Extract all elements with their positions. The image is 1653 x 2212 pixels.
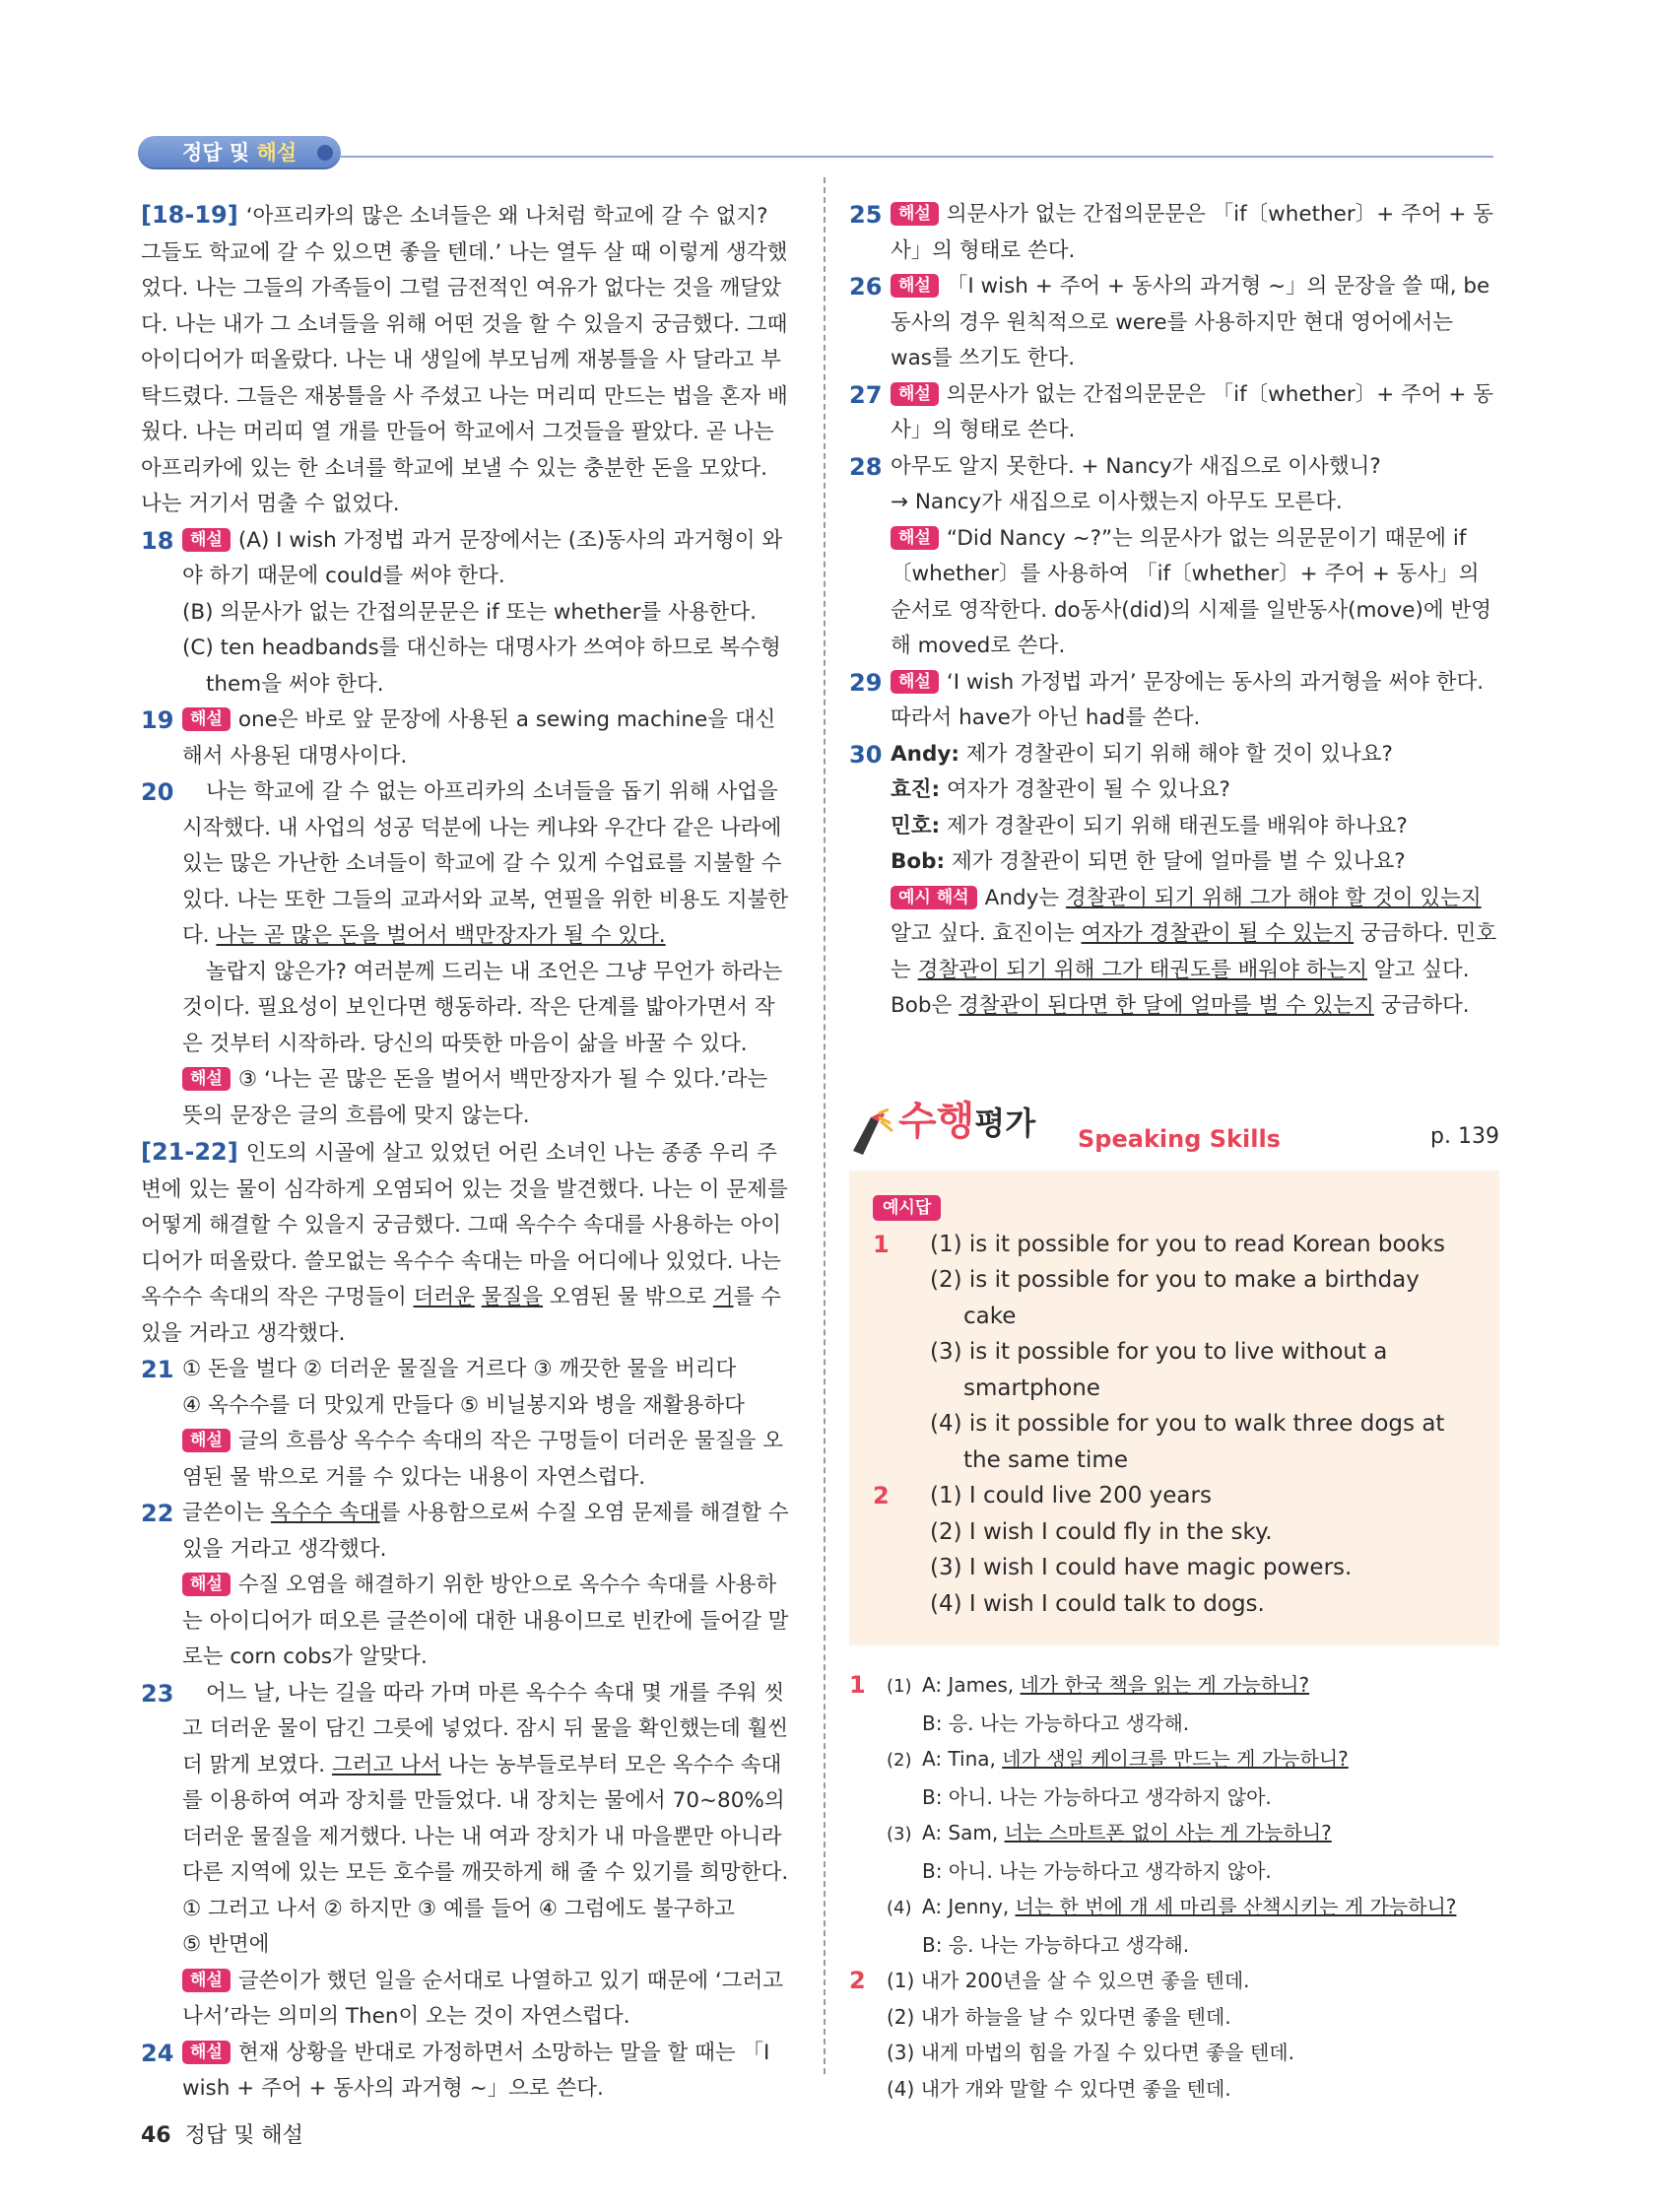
question-number: 23 <box>141 1679 174 1708</box>
explanation-tag: 해설 <box>182 707 231 731</box>
megaphone-icon <box>849 1107 894 1159</box>
skills-subtitle: Speaking Skills <box>1078 1124 1281 1153</box>
answer-text: 글쓴이는 <box>182 1501 271 1525</box>
sample-answer-1 <box>873 1227 1476 1479</box>
answer-line: (2) I wish I could fly in the sky. <box>930 1518 1273 1545</box>
answer-line: (4) is it possible for you to walk three dogs at the same time <box>930 1411 1445 1473</box>
question-number: 26 <box>849 273 883 301</box>
sample-answer-2 <box>873 1478 1476 1622</box>
translation-line: (2) 내가 하늘을 날 수 있다면 좋을 텐데. <box>887 2004 1231 2029</box>
column-divider <box>824 177 826 2074</box>
speaker: 민호: <box>891 813 941 838</box>
underlined-word: 그러고 나서 <box>331 1752 441 1777</box>
question-number: 22 <box>141 1500 174 1527</box>
answer-text: ‘아프리카의 많은 소녀들은 왜 나처럼 학교에 갈 수 없지? 그들도 학교에 갈 수 있으면 좋을 텐데.’ 나는 열두 살 때 이렇게 생각했었다. 나는 그들의 가족들이 그럴 금전적인 여유가 없다는 것을 깨달았다. 나는 내가 그 소녀들을 위해 어떤 것을 할 수 있을지 궁금했다. 그때 아이디어가 떠올랐다. 나는 내 생일에 부모님께 재봉틀을 사 달라고 부탁드렸다. 그들은 재봉틀을 사 주셨고 나는 머리띠 만드는 법을 혼자 배웠다. 나는 머리띠 열 개를 만들어 학교에서 그것들을 팔았다. 곧 나는 아프리카에 있는 한 소녀를 학교에 보낼 수 있는 충분한 돈을 모았다. 나는 거기서 멈출 수 없었다. <box>141 204 788 516</box>
answer-line: (1) I could live 200 years <box>930 1483 1212 1508</box>
underlined-phrase: 네가 한국 책을 읽는 게 가능하니? <box>1020 1673 1310 1697</box>
line-text: 여자가 경찰관이 될 수 있나요? <box>940 777 1230 802</box>
answer-line: (3) I wish I could have magic powers. <box>930 1555 1353 1580</box>
dialogue-b: B: 아니. 나는 가능하다고 생각하지 않아. <box>922 1858 1272 1883</box>
options-line: ④ 옥수수를 더 맛있게 만들다 ⑤ 비닐봉지와 병을 재활용하다 <box>182 1392 745 1418</box>
explanation-c: (C) ten headbands를 대신하는 대명사가 쓰여야 하므로 복수형 them을 써야 한다. <box>182 636 781 697</box>
explanation-text: ③ ‘나는 곧 많은 돈을 벌어서 백만장자가 될 수 있다.’라는 뜻의 문장은 글의 흐름에 맞지 않는다. <box>182 1067 768 1128</box>
item-number: (1) <box>887 1676 912 1697</box>
underlined-phrase: 너는 한 번에 개 세 마리를 산책시키는 게 가능하니? <box>1015 1895 1457 1918</box>
explanation-tag: 해설 <box>891 670 939 694</box>
answer-text: 궁금하다. <box>1373 993 1470 1018</box>
translation-line: (4) 내가 개와 말할 수 있다면 좋을 텐데. <box>887 2076 1231 2101</box>
explanation-tag: 해설 <box>182 1969 231 1992</box>
explanation-tag: 해설 <box>891 526 939 550</box>
answer-text: 놀랍지 않은가? 여러분께 드리는 내 조언은 그냥 무언가 하라는 것이다. 필요성이 보인다면 행동하라. 작은 단계를 밟아가면서 작은 것부터 시작하라. 당신의 따뜻한 마음이 삶을 바꿀 수 있다. <box>182 959 783 1056</box>
header-dot-icon <box>317 145 333 161</box>
line-text: 제가 경찰관이 되기 위해 태권도를 배워야 하나요? <box>940 813 1408 838</box>
question-number: 18 <box>141 526 174 555</box>
explanation-text: “Did Nancy ~?”는 의문사가 없는 의문문이기 때문에 if〔whether〕를 사용하여 「if〔whether〕+ 주어 + 동사」의 순서로 영작한다. do동사(did)의 시제를 일반동사(move)에 반영해 moved로 쓴다. <box>891 525 1492 658</box>
answer-24 <box>141 2036 791 2108</box>
explanation-tag: 해설 <box>182 528 231 552</box>
sample-answers-box <box>849 1171 1499 1646</box>
answer-text: 를 수 있을 거라고 생각했다. <box>141 1285 781 1346</box>
header-rule <box>341 156 1493 158</box>
question-number: 19 <box>141 706 174 734</box>
speaking-skills-header <box>849 1098 1499 1171</box>
answer-number: 2 <box>849 1967 866 1994</box>
item-number: (3) <box>887 1824 912 1844</box>
footer-label: 정답 및 해설 <box>184 2123 303 2148</box>
question-number: 21 <box>141 1356 174 1383</box>
dialogue-b: B: 응. 나는 가능하다고 생각해. <box>922 1932 1190 1957</box>
question-number: [21-22] <box>141 1138 238 1166</box>
answer-text: 인도의 시골에 살고 있었던 어린 소녀인 나는 종종 우리 주변에 있는 물이 심각하게 오염되어 있는 것을 발견했다. 나는 이 문제를 어떻게 해결할 수 있을지 궁금했다. 그때 옥수수 속대를 사용하는 아이디어가 떠올랐다. 쓸모없는 옥수수 속대는 마을 어디에나 있었다. 나는 옥수수 속대의 작은 구멍들이 <box>141 1141 788 1309</box>
explanation-tag: 해설 <box>891 382 939 406</box>
answer-18-19 <box>141 197 791 523</box>
skills-title-black: 평가 <box>974 1104 1036 1142</box>
answer-22 <box>141 1496 791 1676</box>
underlined-phrase: 여자가 경찰관이 될 수 있는지 <box>1081 921 1355 946</box>
explanation-text: 현재 상황을 반대로 가정하면서 소망하는 말을 할 때는 「I wish + 주어 + 동사의 과거형 ~」으로 쓴다. <box>182 2040 770 2101</box>
dialogue-a: A: Tina, <box>922 1747 1003 1771</box>
header-title-a: 정답 및 <box>181 141 257 165</box>
answer-text: → Nancy가 새집으로 이사했는지 아무도 모른다. <box>891 490 1343 514</box>
explanation-tag: 해설 <box>182 1573 231 1596</box>
answer-28 <box>849 449 1499 665</box>
translation-section <box>849 1667 1499 2107</box>
explanation-a: (A) I wish 가정법 과거 문장에서는 (조)동사의 과거형이 와야 하기 때문에 could를 써야 한다. <box>182 527 783 588</box>
answer-line: (3) is it possible for you to live without a smartphone <box>930 1339 1388 1401</box>
right-column <box>849 197 1499 2107</box>
explanation-text: 수질 오염을 해결하기 위한 방안으로 옥수수 속대를 사용하는 아이디어가 떠오른 글쓴이에 대한 내용이므로 빈칸에 들어갈 말로는 corn cobs가 알맞다. <box>182 1573 789 1669</box>
translation-line: (1) 내가 200년을 살 수 있으면 좋을 텐데. <box>887 1969 1250 1992</box>
question-number: 24 <box>141 2039 174 2067</box>
page-footer <box>141 2118 303 2149</box>
options-line: ① 돈을 벌다 ② 더러운 물질을 거르다 ③ 깨끗한 물을 버리다 <box>182 1357 737 1381</box>
skills-title <box>898 1098 1036 1144</box>
answer-27 <box>849 377 1499 449</box>
explanation-text: 의문사가 없는 간접의문문은 「if〔whether〕+ 주어 + 동사」의 형태로 쓴다. <box>891 202 1494 263</box>
question-number: 25 <box>849 201 883 229</box>
skills-title-red: 수행 <box>898 1098 975 1144</box>
line-text: 제가 경찰관이 되면 한 달에 얼마를 벌 수 있나요? <box>945 849 1406 874</box>
explanation-tag: 해설 <box>182 1067 231 1091</box>
answer-number: 1 <box>849 1671 866 1699</box>
header-title-b: 해설 <box>256 141 298 165</box>
explanation-text: 글쓴이가 했던 일을 순서대로 나열하고 있기 때문에 ‘그러고 나서’라는 의미의 Then이 오는 것이 자연스럽다. <box>182 1968 783 2029</box>
question-number: 28 <box>849 452 883 481</box>
sample-translation <box>891 881 1499 1025</box>
answer-26 <box>849 269 1499 377</box>
dialogue-a: A: James, <box>922 1673 1021 1697</box>
answer-text: 아무도 알지 못한다. + Nancy가 새집으로 이사했니? <box>891 453 1381 479</box>
explanation-b: (B) 의문사가 없는 간접의문문은 if 또는 whether를 사용한다. <box>182 599 757 625</box>
answer-line: (4) I wish I could talk to dogs. <box>930 1590 1265 1617</box>
dialogue-line <box>891 809 1499 845</box>
answer-30 <box>849 737 1499 1025</box>
underlined-phrase: 경찰관이 된다면 한 달에 얼마를 벌 수 있는지 <box>959 993 1374 1018</box>
dialogue-a: A: Jenny, <box>922 1895 1016 1918</box>
explanation-text: ‘I wish 가정법 과거’ 문장에는 동사의 과거형을 써야 한다. 따라서 have가 아닌 had를 쓴다. <box>891 669 1485 730</box>
sample-translation-tag: 예시 해석 <box>891 886 977 909</box>
sample-answer-tag: 예시답 <box>873 1195 941 1221</box>
answer-21 <box>141 1352 791 1496</box>
answer-19 <box>141 703 791 774</box>
item-number: (2) <box>887 1750 912 1771</box>
explanation-text: 「I wish + 주어 + 동사의 과거형 ~」의 문장을 쓸 때, be동사의 경우 원칙적으로 were를 사용하지만 현대 영어에서는 was를 쓰기도 한다. <box>891 274 1490 370</box>
underlined-word: 거 <box>712 1285 734 1309</box>
dialogue-line <box>891 772 1499 809</box>
answer-text: 궁금하다. 민호는 <box>891 921 1497 982</box>
answer-text: 오염된 물 밖으로 <box>543 1285 713 1309</box>
explanation-text: 의문사가 없는 간접의문문은 「if〔whether〕+ 주어 + 동사」의 형태로 쓴다. <box>891 381 1494 442</box>
question-number: 29 <box>849 668 883 697</box>
answer-line: (2) is it possible for you to make a birthday cake <box>930 1267 1420 1329</box>
explanation-tag: 해설 <box>182 2041 231 2064</box>
question-number: [18-19] <box>141 201 238 229</box>
answer-text: 알고 싶다. 효진이는 <box>891 921 1082 946</box>
underlined-word: 옥수수 속대 <box>270 1501 380 1525</box>
options-line: ① 그러고 나서 ② 하지만 ③ 예를 들어 ④ 그럼에도 불구하고 <box>182 1896 735 1921</box>
answer-23 <box>141 1676 791 2036</box>
page-reference: p. 139 <box>1430 1123 1499 1149</box>
speaker: 효진: <box>891 777 941 802</box>
speaker: Andy: <box>891 741 959 767</box>
answer-number: 1 <box>873 1230 890 1258</box>
question-number: 27 <box>849 380 883 409</box>
answer-18 <box>141 523 791 704</box>
answer-text: 나는 학교에 갈 수 없는 아프리카의 소녀들을 돕기 위해 사업을 시작했다. 내 사업의 성공 덕분에 나는 케냐와 우간다 같은 나라에 있는 많은 가난한 소녀들이 학교에 갈 수 있게 수업료를 지불할 수 있다. 나는 또한 그들의 교과서와 교복, 연필을 위한 비용도 지불한다. <box>182 779 789 948</box>
answer-text: 알고 싶다. Bob은 <box>891 957 1470 1018</box>
explanation-text: 글의 흐름상 옥수수 속대의 작은 구멍들이 더러운 물질을 오염된 물 밖으로 거를 수 있다는 내용이 자연스럽다. <box>182 1429 783 1490</box>
item-number: (4) <box>887 1898 912 1918</box>
explanation-text: one은 바로 앞 문장에 사용된 a sewing machine을 대신해서 사용된 대명사이다. <box>182 707 776 769</box>
dialogue-a: A: Sam, <box>922 1821 1005 1844</box>
answer-21-22 <box>141 1134 791 1352</box>
options-line: ⑤ 반면에 <box>182 1932 270 1957</box>
dialogue-line <box>891 737 1499 773</box>
dialogue-b: B: 응. 나는 가능하다고 생각해. <box>922 1710 1190 1735</box>
page-number: 46 <box>141 2123 171 2148</box>
underlined-phrase: 경찰관이 되기 위해 그가 해야 할 것이 있는지 <box>1065 885 1482 910</box>
answer-line: (1) is it possible for you to read Korean books <box>930 1231 1445 1257</box>
left-column <box>141 197 791 2108</box>
answer-20 <box>141 774 791 1134</box>
underlined-phrase: 너는 스마트폰 없이 사는 게 가능하니? <box>1004 1821 1332 1844</box>
answer-text: 어느 날, 나는 길을 따라 가며 마른 옥수수 속대 몇 개를 주워 씻고 더러운 물이 담긴 그릇에 넣었다. 잠시 뒤 물을 확인했는데 훨씬 더 맑게 보였다. <box>182 1680 789 1777</box>
question-number: 30 <box>849 740 883 769</box>
underlined-phrase: 네가 생일 케이크를 만드는 게 가능하니? <box>1002 1747 1349 1771</box>
translation-line: (3) 내게 마법의 힘을 가질 수 있다면 좋을 텐데. <box>887 2041 1294 2064</box>
question-number: 20 <box>141 778 174 806</box>
answer-text <box>475 1285 482 1309</box>
dialogue-line <box>891 844 1499 881</box>
underlined-word: 물질을 <box>481 1285 544 1309</box>
answer-text: Andy는 <box>984 885 1066 910</box>
dialogue-b: B: 아니. 나는 가능하다고 생각하지 않아. <box>922 1784 1272 1809</box>
translation-2 <box>849 1963 1499 2107</box>
answer-25 <box>849 197 1499 269</box>
explanation-tag: 해설 <box>182 1429 231 1452</box>
underlined-phrase: 경찰관이 되기 위해 그가 태권도를 배워야 하는지 <box>917 957 1367 982</box>
answer-29 <box>849 665 1499 737</box>
speaker: Bob: <box>891 849 946 874</box>
underlined-sentence: 나는 곧 많은 돈을 벌어서 백만장자가 될 수 있다. <box>216 923 666 948</box>
line-text: 제가 경찰관이 되기 위해 해야 할 것이 있나요? <box>959 741 1393 767</box>
answer-number: 2 <box>873 1482 890 1509</box>
answer-text: 를 사용함으로써 수질 오염 문제를 해결할 수 있을 거라고 생각했다. <box>182 1501 789 1562</box>
section-header-tab <box>138 136 341 169</box>
translation-1 <box>849 1667 1499 1963</box>
explanation-tag: 해설 <box>891 202 939 226</box>
explanation-tag: 해설 <box>891 274 939 298</box>
underlined-word: 더러운 <box>413 1285 475 1309</box>
answer-text: 나는 농부들로부터 모은 옥수수 속대를 이용하여 여과 장치를 만들었다. 내 장치는 물에서 70~80%의 더러운 물질을 제거했다. 나는 내 여과 장치가 내 마을뿐만 아니라 다른 지역에 있는 모든 호수를 깨끗하게 해 줄 수 있기를 희망한다. <box>182 1752 789 1885</box>
